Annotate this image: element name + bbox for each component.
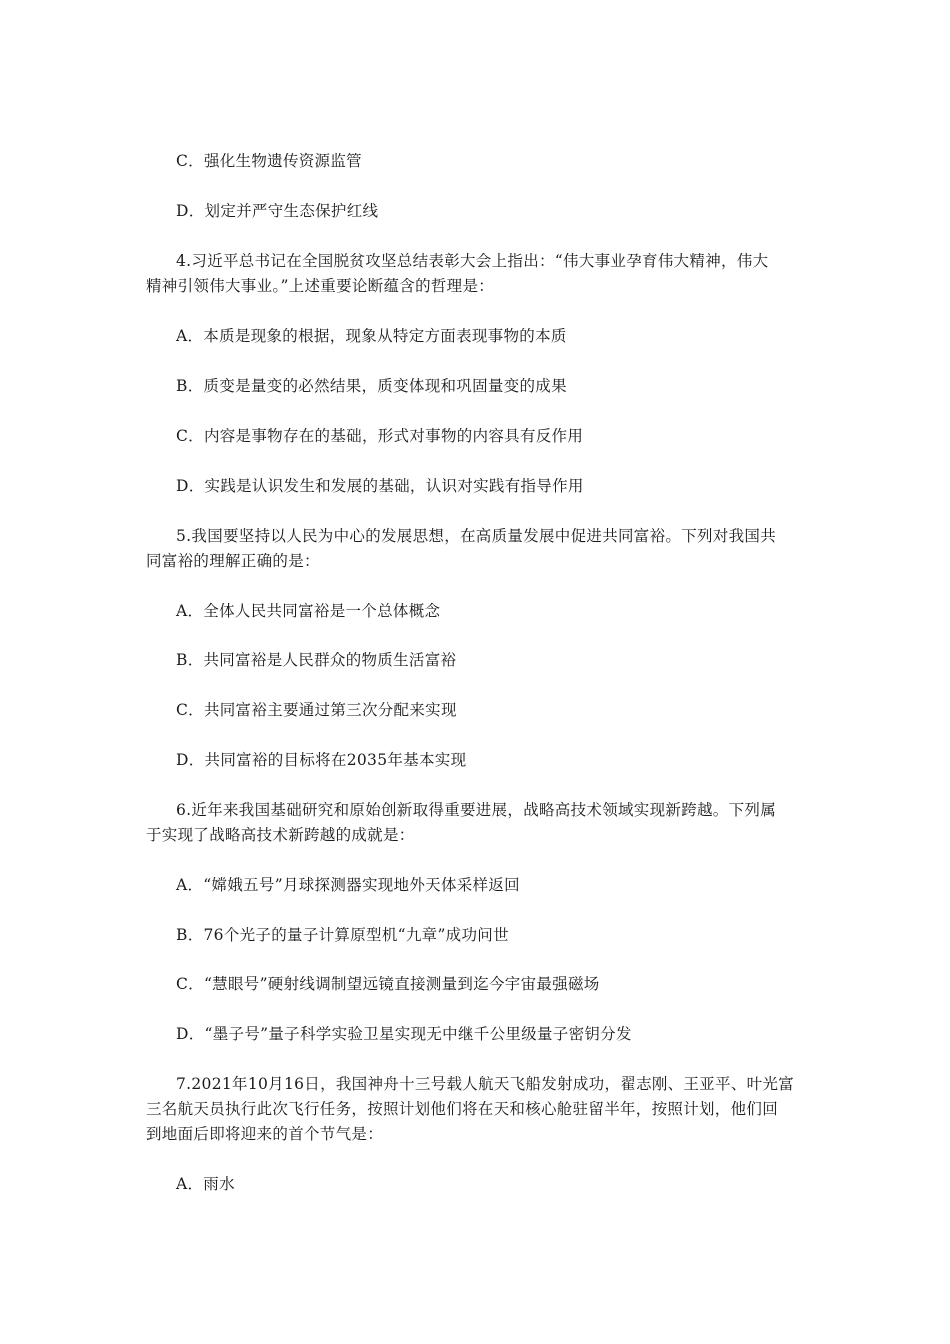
question-6-option-a: A．“嫦娥五号”月球探测器实现地外天体采样返回 xyxy=(176,876,520,894)
option-c-prev: C．强化生物遗传资源监管 xyxy=(176,152,362,170)
question-6-option-c: C．“慧眼号”硬射线调制望远镜直接测量到迄今宇宙最强磁场 xyxy=(176,975,600,993)
question-7-line-3: 到地面后即将迎来的首个节气是： xyxy=(146,1125,384,1143)
question-5-option-c: C．共同富裕主要通过第三次分配来实现 xyxy=(176,701,457,719)
question-6-option-d: D．“墨子号”量子科学实验卫星实现无中继千公里级量子密钥分发 xyxy=(176,1025,632,1043)
question-6-line-2: 于实现了战略高技术新跨越的成就是： xyxy=(146,826,415,844)
question-7-line-1: 7.2021年10月16日，我国神舟十三号载人航天飞船发射成功，翟志刚、王亚平、叶光富 xyxy=(176,1075,795,1093)
question-5-line-1: 5.我国要坚持以人民为中心的发展思想，在高质量发展中促进共同富裕。下列对我国共 xyxy=(176,527,776,545)
question-7-line-2: 三名航天员执行此次飞行任务，按照计划他们将在天和核心舱驻留半年，按照计划，他们回 xyxy=(146,1100,779,1118)
question-7-option-a: A．雨水 xyxy=(176,1175,235,1193)
question-4-option-c: C．内容是事物存在的基础，形式对事物的内容具有反作用 xyxy=(176,427,584,445)
question-4-line-2: 精神引领伟大事业。”上述重要论断蕴含的哲理是： xyxy=(146,277,495,295)
question-4-option-b: B．质变是量变的必然结果，质变体现和巩固量变的成果 xyxy=(176,377,567,395)
question-4-option-d: D．实践是认识发生和发展的基础，认识对实践有指导作用 xyxy=(176,477,584,495)
question-4-option-a: A．本质是现象的根据，现象从特定方面表现事物的本质 xyxy=(176,327,567,345)
option-d-prev: D．划定并严守生态保护红线 xyxy=(176,202,379,220)
question-6-option-b: B．76个光子的量子计算原型机“九章”成功问世 xyxy=(176,926,509,944)
question-5-line-2: 同富裕的理解正确的是： xyxy=(146,552,320,570)
question-5-option-a: A．全体人民共同富裕是一个总体概念 xyxy=(176,602,441,620)
question-4-line-1: 4.习近平总书记在全国脱贫攻坚总结表彰大会上指出：“伟大事业孕育伟大精神，伟大 xyxy=(176,252,769,270)
question-6-line-1: 6.近年来我国基础研究和原始创新取得重要进展，战略高技术领域实现新跨越。下列属 xyxy=(176,801,776,819)
question-5-option-d: D．共同富裕的目标将在2035年基本实现 xyxy=(176,751,467,769)
question-5-option-b: B．共同富裕是人民群众的物质生活富裕 xyxy=(176,651,457,669)
